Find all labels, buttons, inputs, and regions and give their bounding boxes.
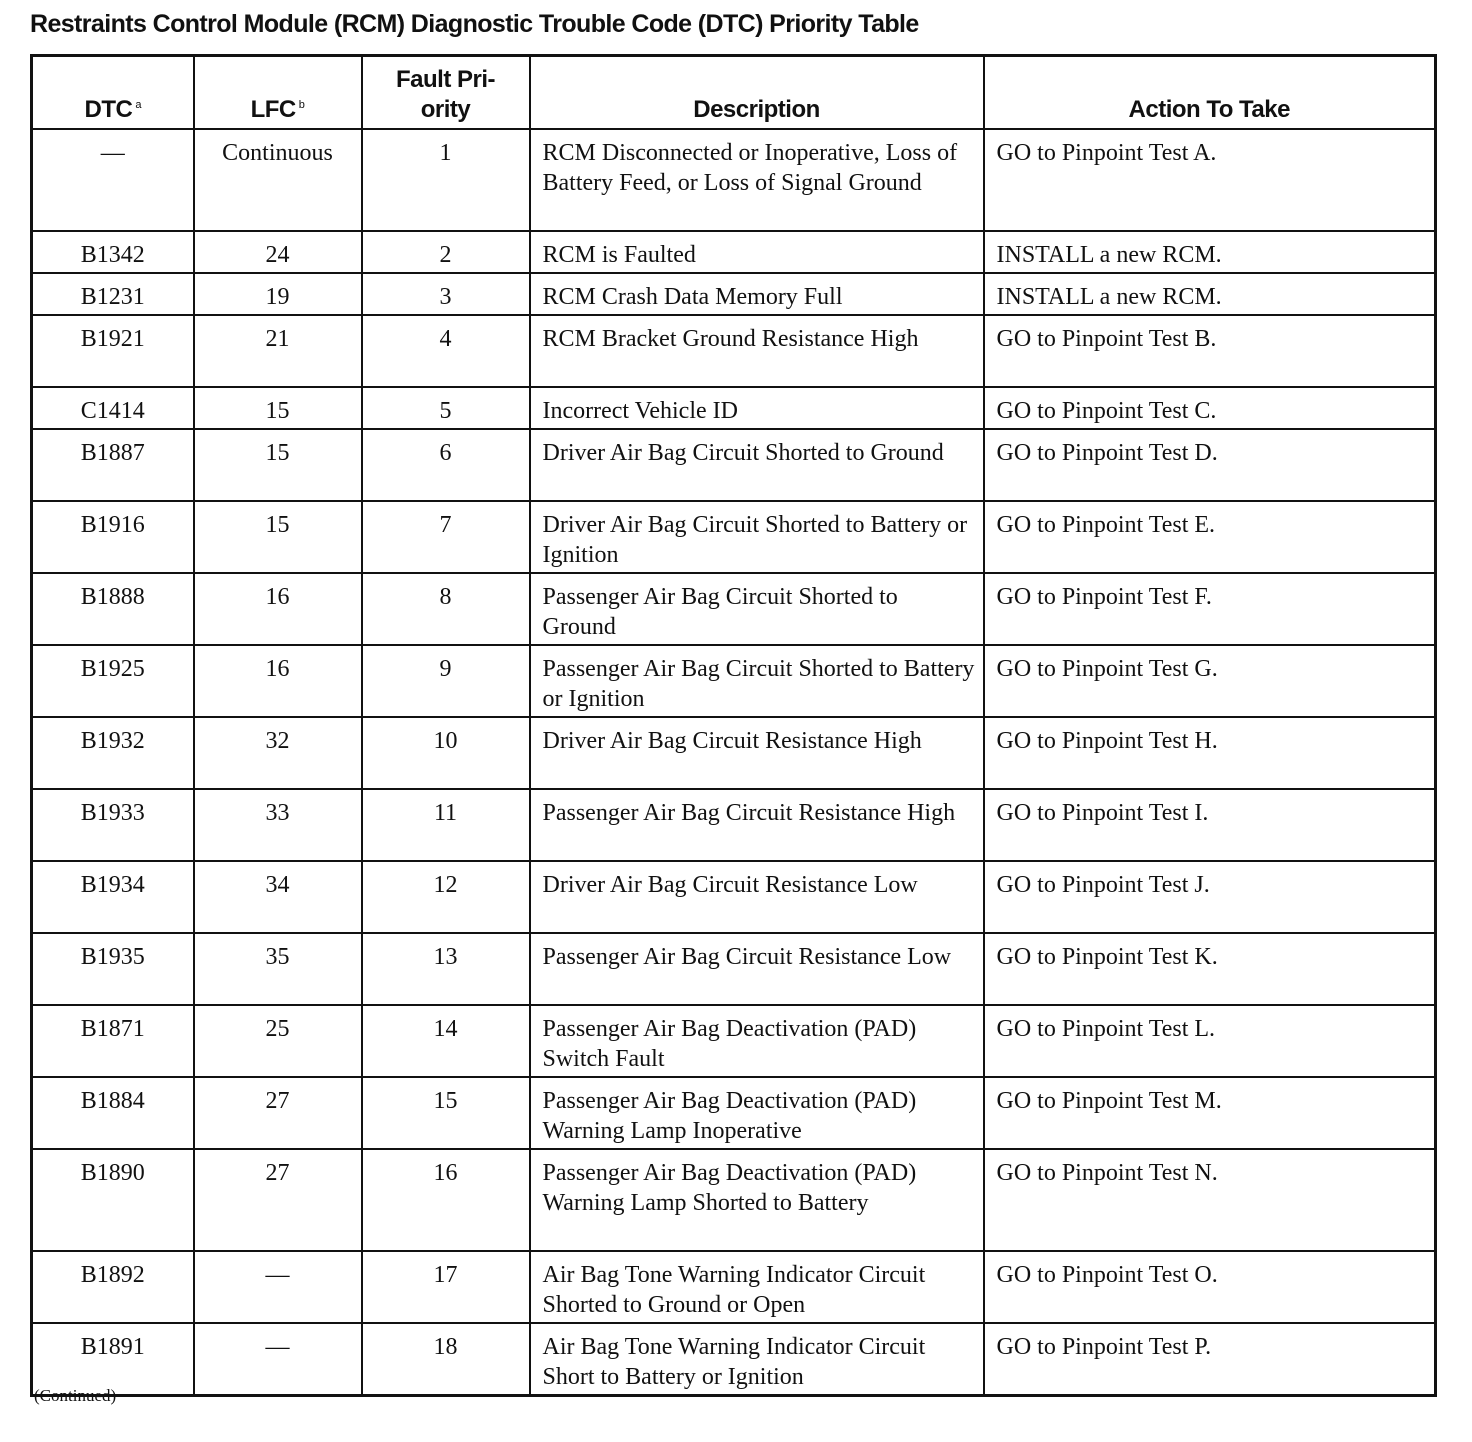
action-cell: GO to Pinpoint Test J.: [984, 861, 1436, 933]
table-row: [32, 789, 1436, 861]
description-cell: RCM Disconnected or Inoperative, Loss of Battery Feed, or Loss of Signal Ground: [530, 129, 984, 231]
dtc-cell: B1934: [32, 861, 194, 933]
dtc-cell: B1891: [32, 1323, 194, 1396]
action-cell: GO to Pinpoint Test I.: [984, 789, 1436, 861]
table-row: [32, 315, 1436, 387]
lfc-cell: —: [194, 1323, 362, 1396]
header-lfc-note: b: [298, 99, 305, 111]
priority-cell: 6: [362, 429, 530, 501]
dtc-cell: —: [32, 129, 194, 231]
table-row: [32, 1323, 1436, 1396]
description-cell: Air Bag Tone Warning Indicator Circuit Short to Battery or Ignition: [530, 1323, 984, 1396]
header-lfc: [194, 56, 362, 130]
lfc-cell: —: [194, 1251, 362, 1323]
priority-cell: 17: [362, 1251, 530, 1323]
lfc-cell: 21: [194, 315, 362, 387]
priority-cell: 2: [362, 231, 530, 273]
description-cell: Driver Air Bag Circuit Shorted to Ground: [530, 429, 984, 501]
priority-cell: 13: [362, 933, 530, 1005]
dtc-cell: B1935: [32, 933, 194, 1005]
action-cell: GO to Pinpoint Test A.: [984, 129, 1436, 231]
priority-cell: 4: [362, 315, 530, 387]
priority-cell: 7: [362, 501, 530, 573]
continued-note: (Continued): [34, 1386, 117, 1405]
description-cell: RCM Bracket Ground Resistance High: [530, 315, 984, 387]
lfc-cell: 34: [194, 861, 362, 933]
action-cell: GO to Pinpoint Test P.: [984, 1323, 1436, 1396]
lfc-cell: 27: [194, 1149, 362, 1251]
table-row: [32, 1149, 1436, 1251]
dtc-cell: B1890: [32, 1149, 194, 1251]
lfc-cell: 25: [194, 1005, 362, 1077]
header-action: Action To Take: [984, 56, 1436, 130]
dtc-cell: B1231: [32, 273, 194, 315]
action-cell: INSTALL a new RCM.: [984, 273, 1436, 315]
description-cell: Passenger Air Bag Circuit Resistance Low: [530, 933, 984, 1005]
action-cell: INSTALL a new RCM.: [984, 231, 1436, 273]
header-dtc-note: a: [135, 99, 141, 111]
table-row: [32, 861, 1436, 933]
table-row: [32, 501, 1436, 573]
lfc-cell: 32: [194, 717, 362, 789]
action-cell: GO to Pinpoint Test N.: [984, 1149, 1436, 1251]
dtc-cell: B1921: [32, 315, 194, 387]
dtc-cell: B1933: [32, 789, 194, 861]
priority-cell: 11: [362, 789, 530, 861]
dtc-priority-table: [30, 54, 1437, 1397]
header-dtc: [32, 56, 194, 130]
header-lfc-label: LFC: [250, 96, 296, 123]
action-cell: GO to Pinpoint Test C.: [984, 387, 1436, 429]
header-description: Description: [530, 56, 984, 130]
description-cell: Passenger Air Bag Deactivation (PAD) Switch Fault: [530, 1005, 984, 1077]
table-row: [32, 717, 1436, 789]
priority-cell: 1: [362, 129, 530, 231]
priority-cell: 14: [362, 1005, 530, 1077]
priority-cell: 3: [362, 273, 530, 315]
priority-cell: 16: [362, 1149, 530, 1251]
header-row: [32, 56, 1436, 130]
header-fault-priority: [362, 56, 530, 130]
description-cell: Incorrect Vehicle ID: [530, 387, 984, 429]
header-fault-priority-line1: Fault Pri-: [395, 66, 495, 93]
dtc-cell: B1888: [32, 573, 194, 645]
action-cell: GO to Pinpoint Test G.: [984, 645, 1436, 717]
table-row: [32, 1251, 1436, 1323]
dtc-cell: B1884: [32, 1077, 194, 1149]
table-row: [32, 573, 1436, 645]
lfc-cell: 15: [194, 387, 362, 429]
description-cell: Passenger Air Bag Deactivation (PAD) Warning Lamp Inoperative: [530, 1077, 984, 1149]
action-cell: GO to Pinpoint Test E.: [984, 501, 1436, 573]
priority-cell: 10: [362, 717, 530, 789]
lfc-cell: 16: [194, 573, 362, 645]
description-cell: Passenger Air Bag Circuit Shorted to Ground: [530, 573, 984, 645]
action-cell: GO to Pinpoint Test L.: [984, 1005, 1436, 1077]
header-dtc-label: DTC: [84, 96, 133, 123]
priority-cell: 9: [362, 645, 530, 717]
description-cell: Air Bag Tone Warning Indicator Circuit Shorted to Ground or Open: [530, 1251, 984, 1323]
action-cell: GO to Pinpoint Test H.: [984, 717, 1436, 789]
lfc-cell: 33: [194, 789, 362, 861]
dtc-cell: B1932: [32, 717, 194, 789]
action-cell: GO to Pinpoint Test M.: [984, 1077, 1436, 1149]
dtc-cell: B1916: [32, 501, 194, 573]
table-row: [32, 231, 1436, 273]
dtc-cell: B1892: [32, 1251, 194, 1323]
lfc-cell: 24: [194, 231, 362, 273]
page-title: Restraints Control Module (RCM) Diagnostic Trouble Code (DTC) Priority Table: [30, 10, 919, 38]
dtc-cell: B1342: [32, 231, 194, 273]
lfc-cell: Continuous: [194, 129, 362, 231]
lfc-cell: 16: [194, 645, 362, 717]
dtc-cell: B1887: [32, 429, 194, 501]
header-fault-priority-line2: ority: [420, 96, 471, 123]
description-cell: RCM is Faulted: [530, 231, 984, 273]
priority-cell: 8: [362, 573, 530, 645]
dtc-cell: B1871: [32, 1005, 194, 1077]
dtc-cell: C1414: [32, 387, 194, 429]
description-cell: Driver Air Bag Circuit Shorted to Battery or Ignition: [530, 501, 984, 573]
lfc-cell: 35: [194, 933, 362, 1005]
priority-cell: 18: [362, 1323, 530, 1396]
table-row: [32, 1077, 1436, 1149]
table-row: [32, 129, 1436, 231]
action-cell: GO to Pinpoint Test F.: [984, 573, 1436, 645]
action-cell: GO to Pinpoint Test B.: [984, 315, 1436, 387]
description-cell: Driver Air Bag Circuit Resistance High: [530, 717, 984, 789]
dtc-cell: B1925: [32, 645, 194, 717]
lfc-cell: 19: [194, 273, 362, 315]
table-row: [32, 933, 1436, 1005]
table-row: [32, 273, 1436, 315]
description-cell: Passenger Air Bag Deactivation (PAD) Warning Lamp Shorted to Battery: [530, 1149, 984, 1251]
description-cell: Driver Air Bag Circuit Resistance Low: [530, 861, 984, 933]
description-cell: Passenger Air Bag Circuit Resistance High: [530, 789, 984, 861]
table-row: [32, 645, 1436, 717]
lfc-cell: 27: [194, 1077, 362, 1149]
priority-cell: 15: [362, 1077, 530, 1149]
priority-cell: 5: [362, 387, 530, 429]
description-cell: RCM Crash Data Memory Full: [530, 273, 984, 315]
action-cell: GO to Pinpoint Test K.: [984, 933, 1436, 1005]
table-row: [32, 1005, 1436, 1077]
action-cell: GO to Pinpoint Test D.: [984, 429, 1436, 501]
table-row: [32, 387, 1436, 429]
priority-cell: 12: [362, 861, 530, 933]
action-cell: GO to Pinpoint Test O.: [984, 1251, 1436, 1323]
lfc-cell: 15: [194, 429, 362, 501]
lfc-cell: 15: [194, 501, 362, 573]
description-cell: Passenger Air Bag Circuit Shorted to Battery or Ignition: [530, 645, 984, 717]
table-row: [32, 429, 1436, 501]
